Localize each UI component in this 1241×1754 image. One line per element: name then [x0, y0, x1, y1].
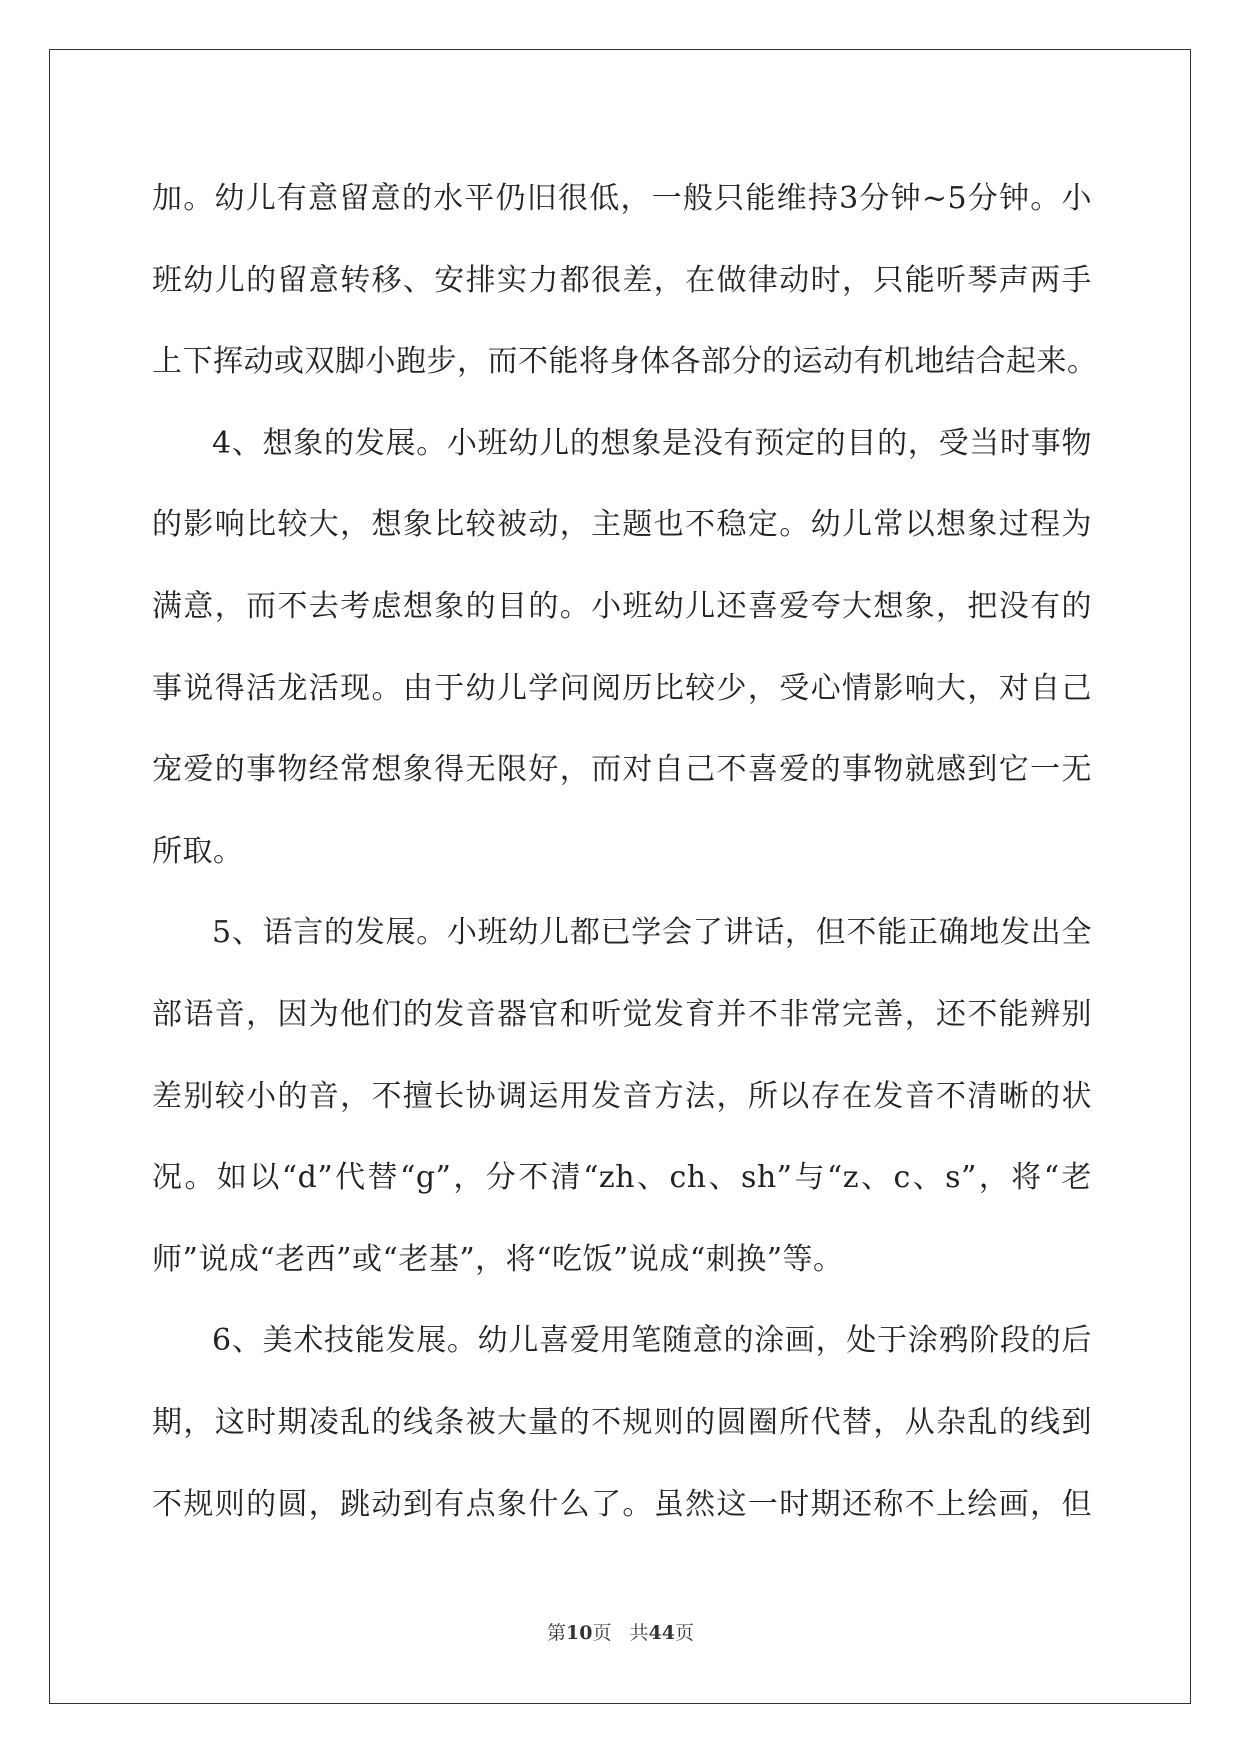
- text-line-10: 5、语言的发展。小班幼儿都已学会了讲话，但不能正确地发出全: [212, 915, 1092, 951]
- footer-total-suffix: 页: [674, 1622, 694, 1644]
- text-line-3: 上下挥动或双脚小跑步，而不能将身体各部分的运动有机地结合起来。: [152, 344, 1098, 380]
- current-page-number: 10: [566, 1622, 593, 1644]
- text-line-13: 况。如以“d”代替“g”，分不清“zh、ch、sh”与“z、c、s”，将“老: [152, 1160, 1092, 1196]
- text-line-4: 4、想象的发展。小班幼儿的想象是没有预定的目的，受当时事物: [212, 425, 1092, 461]
- total-page-number: 44: [648, 1622, 675, 1644]
- text-line-6: 满意，而不去考虑想象的目的。小班幼儿还喜爱夸大想象，把没有的: [152, 588, 1092, 624]
- text-line-8: 宠爱的事物经常想象得无限好，而对自己不喜爱的事物就感到它一无: [152, 752, 1092, 788]
- text-line-17: 不规则的圆，跳动到有点象什么了。虽然这一时期还称不上绘画，但: [152, 1486, 1092, 1522]
- text-line-14: 师”说成“老西”或“老基”，将“吃饭”说成“刺换”等。: [152, 1241, 844, 1277]
- text-line-7: 事说得活龙活现。由于幼儿学问阅历比较少，受心情影响大，对自己: [152, 670, 1092, 706]
- text-line-12: 差别较小的音，不擅长协调运用发音方法，所以存在发音不清晰的状: [152, 1078, 1092, 1114]
- footer-total-prefix: 共: [629, 1622, 649, 1644]
- text-line-16: 期，这时期凌乱的线条被大量的不规则的圆圈所代替，从杂乱的线到: [152, 1404, 1092, 1440]
- footer-page-suffix: 页: [592, 1622, 612, 1644]
- footer-prefix: 第: [547, 1622, 567, 1644]
- text-line-11: 部语音，因为他们的发音器官和听觉发育并不非常完善，还不能辨别: [152, 996, 1092, 1032]
- text-line-1: 加。幼儿有意留意的水平仍旧很低，一般只能维持3分钟~5分钟。小: [152, 181, 1092, 216]
- text-line-15: 6、美术技能发展。幼儿喜爱用笔随意的涂画，处于涂鸦阶段的后: [212, 1323, 1092, 1359]
- page-footer: [0, 1618, 1241, 1645]
- document-body: [152, 158, 1098, 1545]
- text-line-9: 所取。: [152, 833, 244, 869]
- text-line-2: 班幼儿的留意转移、安排实力都很差，在做律动时，只能听琴声两手: [152, 262, 1092, 298]
- text-line-5: 的影响比较大，想象比较被动，主题也不稳定。幼儿常以想象过程为: [152, 507, 1092, 543]
